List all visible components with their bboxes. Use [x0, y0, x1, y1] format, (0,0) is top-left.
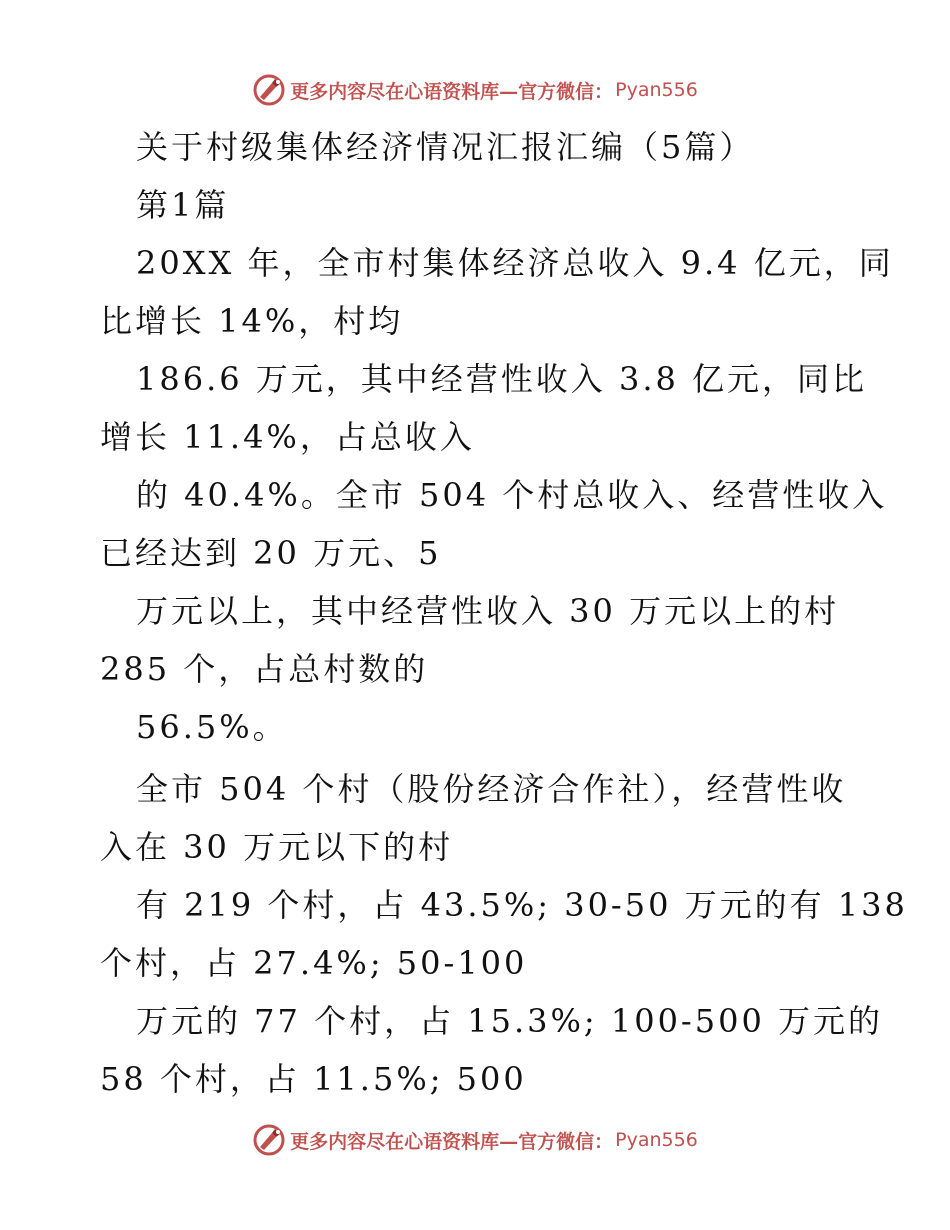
paragraph-line: 58 个村，占 11.5%; 500	[100, 1060, 527, 1098]
paragraph-line: 比增长 14%，村均	[100, 302, 404, 340]
paragraph-line: 20XX 年，全市村集体经济总收入 9.4 亿元，同	[136, 244, 894, 282]
paragraph-line: 入在 30 万元以下的村	[100, 828, 454, 866]
section-heading: 第1篇	[136, 186, 230, 224]
paragraph-line: 的 40.4%。全市 504 个村总收入、经营性收入	[136, 476, 888, 514]
paragraph-line: 万元以上，其中经营性收入 30 万元以上的村	[136, 592, 840, 630]
watermark-account: Pyan556	[615, 1129, 698, 1151]
watermark-account: Pyan556	[615, 79, 698, 101]
paragraph-line: 增长 11.4%，占总收入	[100, 418, 475, 456]
paragraph-line: 285 个，占总村数的	[100, 650, 429, 688]
paragraph-line: 已经达到 20 万元、5	[100, 534, 442, 572]
pen-logo-icon	[252, 1123, 286, 1157]
paragraph-line: 万元的 77 个村，占 15.3%; 100-500 万元的	[136, 1002, 883, 1040]
watermark-text: 更多内容尽在心语资料库—官方微信：	[290, 1130, 614, 1153]
document-title: 关于村级集体经济情况汇报汇编（5篇）	[136, 128, 755, 166]
paragraph-line: 186.6 万元，其中经营性收入 3.8 亿元，同比	[136, 360, 868, 398]
paragraph-line: 个村，占 27.4%; 50-100	[100, 944, 528, 982]
paragraph-line: 有 219 个村，占 43.5%; 30-50 万元的有 138	[136, 886, 908, 924]
watermark-text: 更多内容尽在心语资料库—官方微信：	[290, 80, 614, 103]
footer-watermark	[0, 1118, 950, 1162]
pen-logo-icon	[252, 73, 286, 107]
paragraph-line: 56.5%。	[136, 708, 288, 746]
header-watermark	[0, 68, 950, 112]
paragraph-line: 全市 504 个村（股份经济合作社），经营性收	[136, 770, 847, 808]
